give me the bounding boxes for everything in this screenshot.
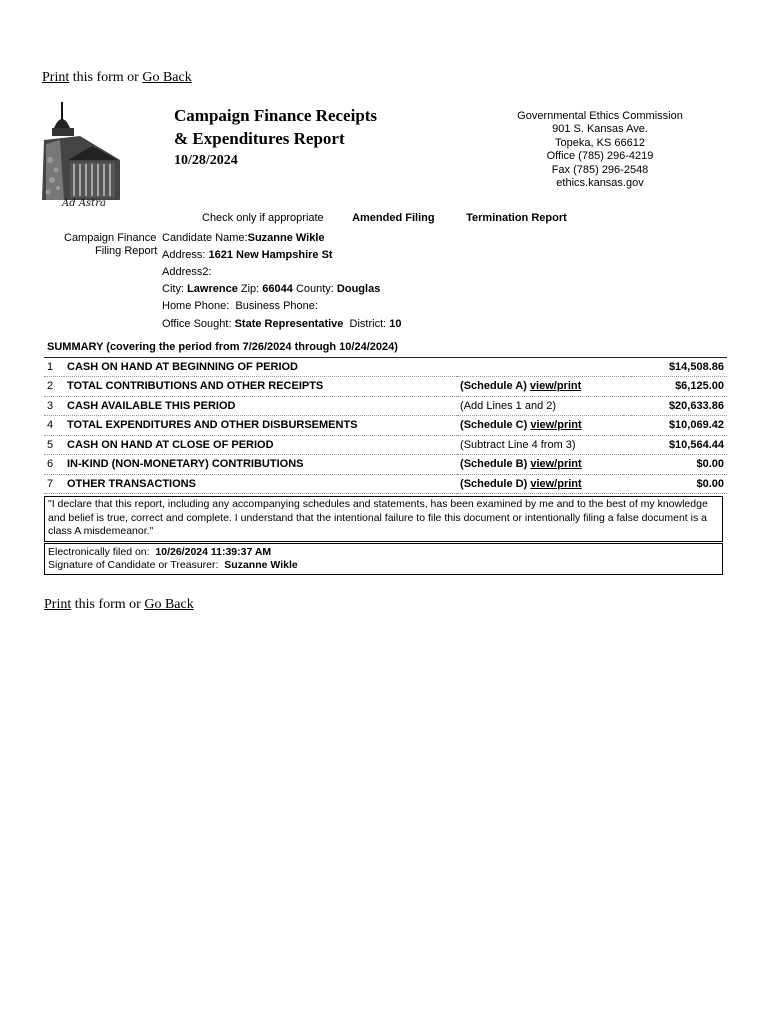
commission-name: Governmental Ethics Commission [517,110,683,122]
line-number: 4 [47,419,54,432]
city-value: Lawrence [187,283,238,295]
efiled-box [44,543,723,575]
kansas-seal-icon [40,100,130,210]
line-schedule [457,455,623,475]
zip-value: 66044 [262,283,293,295]
line-amount: $0.00 [696,477,724,490]
candidate-name-row [162,232,325,244]
line-number: 6 [47,458,54,471]
home-phone-label: Home Phone: [162,300,230,312]
print-link[interactable]: Print [44,597,72,612]
address2-label: Address2: [162,266,212,278]
filing-options [202,212,567,224]
line-amount: $10,069.42 [668,419,724,432]
line-number: 3 [47,399,54,412]
summary-heading: SUMMARY (covering the period from 7/26/2024 through 10/24/2024) [44,338,727,357]
county-value: Douglas [336,283,381,295]
top-nav [42,70,192,86]
signature-value: Suzanne Wikle [224,559,298,571]
district-label: District: [349,318,387,330]
summary-row [44,377,727,397]
line-spacer [623,435,631,455]
schedule-label: (Schedule C) [460,419,528,432]
address-value: 1621 New Hampshire St [208,249,333,261]
commission-phone: Office (785) 296-4219 [546,150,654,163]
line-spacer [623,416,631,436]
phone-row [162,300,318,312]
schedule-label: (Add Lines 1 and 2) [460,399,557,412]
line-schedule [457,357,623,377]
city-label: City: [162,283,184,295]
line-spacer [623,474,631,494]
district-value: 10 [389,318,402,330]
summary-row [44,455,727,475]
office-row [162,318,402,330]
go-back-link[interactable]: Go Back [142,70,192,85]
report-title: Campaign Finance Receipts [174,106,378,125]
view-print-link[interactable]: view/print [530,458,582,471]
line-spacer [623,396,631,416]
commission-street: 901 S. Kansas Ave. [552,123,648,136]
line-schedule [457,377,623,397]
line-amount: $0.00 [696,458,724,471]
candidate-name: Suzanne Wikle [247,232,325,244]
commission-web: ethics.kansas.gov [556,177,644,190]
city-row [162,283,380,295]
declaration-text: "I declare that this report, including any accompanying schedules and statements, has been examined by me and to the best of my knowledge and belief is true, correct and complete. I understand that the intentional failure to file this document or intentionally filing a false document is a class A misdemeanor." [48,498,708,537]
address2-row [162,266,212,278]
summary-row [44,474,727,494]
seal-caption: Ad Astra [62,198,106,209]
summary-row [44,435,727,455]
candidate-name-label: Candidate Name: [162,232,248,244]
line-spacer [623,357,631,377]
report-date: 10/28/2024 [174,153,238,168]
line-schedule [457,396,623,416]
schedule-label: (Schedule D) [460,477,528,490]
go-back-link[interactable]: Go Back [144,597,194,612]
line-spacer [623,377,631,397]
address-row [162,249,333,261]
line-amount: $14,508.86 [668,360,724,373]
line-number: 1 [47,360,54,373]
efiled-label: Electronically filed on: [48,546,150,558]
line-label: CASH ON HAND AT CLOSE OF PERIOD [67,438,274,451]
filing-report-label: Filing Report [95,245,158,257]
view-print-link[interactable]: view/print [530,419,582,432]
declaration-box [44,496,723,542]
nav-text: this form or [72,70,139,85]
line-number: 5 [47,438,54,451]
view-print-link[interactable]: view/print [530,477,582,490]
schedule-label: (Schedule B) [460,458,528,471]
check-instruction: Check only if appropriate [202,212,324,224]
commission-fax: Fax (785) 296-2548 [551,163,649,176]
commission-city: Topeka, KS 66612 [555,136,645,149]
line-amount: $20,633.86 [668,399,724,412]
bottom-nav [44,597,194,613]
schedule-label: (Subtract Line 4 from 3) [460,438,576,451]
report-title-block [174,104,377,169]
line-label: TOTAL EXPENDITURES AND OTHER DISBURSEMENTS [67,419,358,432]
line-label: TOTAL CONTRIBUTIONS AND OTHER RECEIPTS [67,380,324,393]
line-label: IN-KIND (NON-MONETARY) CONTRIBUTIONS [67,458,304,471]
line-amount: $6,125.00 [675,380,724,393]
line-schedule [457,474,623,494]
line-label: CASH AVAILABLE THIS PERIOD [67,399,236,412]
office-label: Office Sought: [162,318,232,330]
line-number: 2 [47,380,54,393]
line-amount: $10,564.44 [668,438,724,451]
print-link[interactable]: Print [42,70,70,85]
campaign-finance-label: Campaign Finance [64,232,157,244]
efiled-value: 10/26/2024 11:39:37 AM [155,546,272,558]
amended-filing-option[interactable]: Amended Filing [352,212,435,224]
signature-label: Signature of Candidate or Treasurer: [48,559,219,571]
view-print-link[interactable]: view/print [529,380,582,393]
summary-table [44,338,727,494]
signature-row [48,559,719,572]
commission-address [505,110,695,190]
address-label: Address: [162,249,206,261]
termination-report-option[interactable]: Termination Report [466,212,567,224]
summary-row [44,396,727,416]
summary-row [44,357,727,377]
efiled-row [48,546,719,559]
line-spacer [623,455,631,475]
county-label: County: [295,283,334,295]
nav-text: this form or [74,597,141,612]
line-label: OTHER TRANSACTIONS [67,477,196,490]
report-subtitle: & Expenditures Report [174,129,345,148]
line-number: 7 [47,477,54,490]
summary-heading-row [44,338,727,357]
zip-label: Zip: [240,283,260,295]
line-schedule [457,416,623,436]
line-label: CASH ON HAND AT BEGINNING OF PERIOD [67,360,299,373]
business-phone-label: Business Phone: [235,300,318,312]
schedule-label: (Schedule A) [460,380,527,393]
line-schedule [457,435,623,455]
office-value: State Representative [234,318,344,330]
summary-row [44,416,727,436]
